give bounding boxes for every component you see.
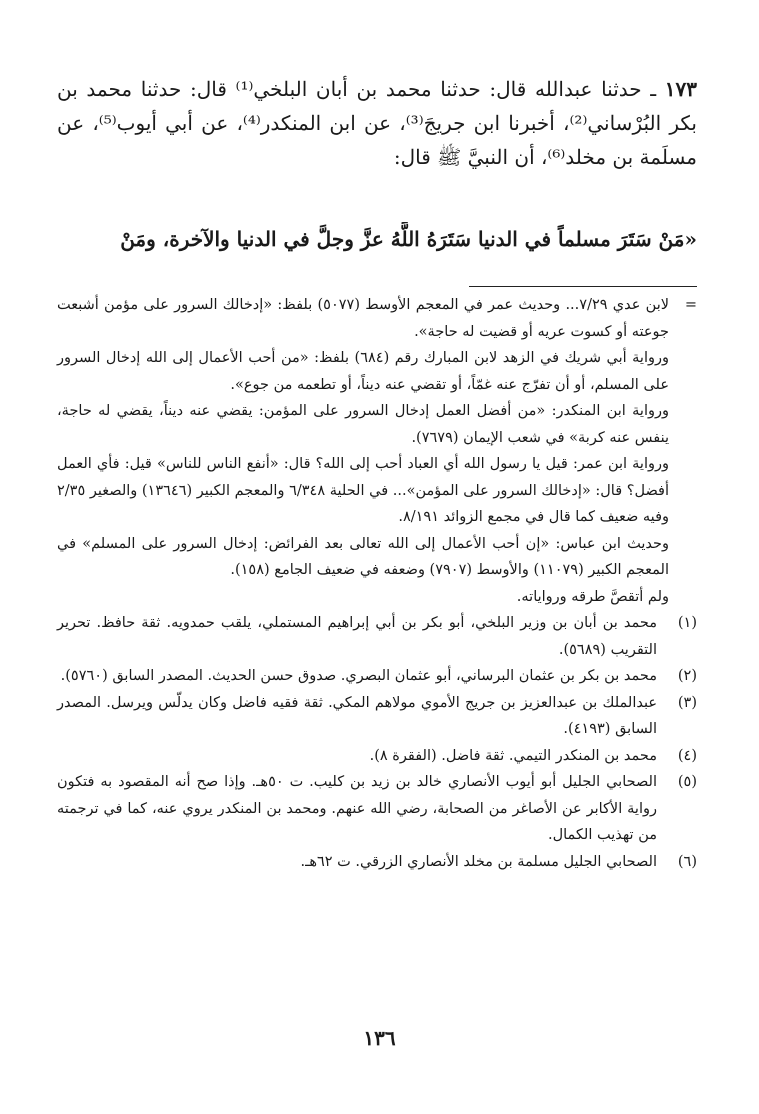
hadith-number: ١٧٣ <box>664 77 697 101</box>
footnote-number: (٣) <box>677 694 697 711</box>
continuation-mark: = <box>684 297 697 313</box>
footnote-6 <box>57 849 697 876</box>
page-number: ١٣٦ <box>363 1026 396 1050</box>
footnote-number: (٦) <box>677 853 697 870</box>
footnote-number: (٤) <box>677 747 697 764</box>
footnote-text: محمد بن المنكدر التيمي. ثقة فاضل. (الفقرة ٨). <box>369 747 657 764</box>
hadith-text: «مَنْ سَتَرَ مسلماً في الدنيا سَتَرَهُ اللَّهُ عزَّ وجلَّ في الدنيا والآخرة، ومَنْ <box>120 227 697 251</box>
isnad-paragraph <box>57 72 697 174</box>
isnad-text: ـ حدثنا عبدالله قال: حدثنا محمد بن أبان البلخي⁽¹⁾ قال: حدثنا محمد بن بكر البُرْساني⁽²⁾، أخبرنا ابن جريجَ⁽³⁾، عن ابن المنكدر⁽⁴⁾، عن أبي أيوب⁽⁵⁾، عن مسلَمة بن مخلد⁽⁶⁾، أن النبيَّ ﷺ قال: <box>57 77 697 169</box>
continuation-note: ولم أتقصَّ طرقه ورواياته. <box>516 588 669 605</box>
footnotes <box>57 292 697 875</box>
footnote-2 <box>57 663 697 690</box>
continuation-note: ورواية أبي شريك في الزهد لابن المبارك رقم (٦٨٤) بلفظ: «من أحب الأعمال إلى الله إدخال السرور على المسلم، أو أن تفرّج عنه غمّاً، أو تقضي عنه ديناً، أو تطعمه من جوع». <box>57 350 670 393</box>
footnote-3 <box>57 690 697 743</box>
continuation-note: ورواية ابن عمر: قيل يا رسول الله أي العباد أحب إلى الله؟ قال: «أنفع الناس للناس» قيل: فأي العمل أفضل؟ قال: «إدخالك السرور على المؤمن»... في الحلية ٦/٣٤٨ والمعجم الكبير (١٣٦٤٦) والصغير ٢/٣٥ وفيه ضعيف كما قال في مجمع الزوائد ٨/١٩١. <box>57 456 669 525</box>
footnote-number: (٢) <box>677 668 697 684</box>
continuation-note: ورواية ابن المنكدر: «من أفضل العمل إدخال السرور على المؤمن: يقضي عنه ديناً، يقضي له حاجة، ينفس عنه كربة» في شعب الإيمان (٧٦٧٩). <box>57 403 669 446</box>
footnote-number: (١) <box>677 615 697 631</box>
footnote-text: الصحابي الجليل أبو أيوب الأنصاري خالد بن زيد بن كليب. ت ٥٠هـ. وإذا صح أنه المقصود به فتكون رواية الأكابر عن الأصاغر من الصحابة، رضي الله عنهم. ومحمد بن المنكدر يروي عنه، كما في ترجمته من تهذيب الكمال. <box>57 774 657 843</box>
footnote-text: محمد بن بكر بن عثمان البرساني، أبو عثمان البصري. صدوق حسن الحديث. المصدر السابق (٥٧٦٠). <box>60 668 657 684</box>
footnote-text: عبدالملك بن عبدالعزيز بن جريج الأموي مولاهم المكي. ثقة فقيه فاضل وكان يدلّس ويرسل. المصدر السابق (٤١٩٣). <box>57 694 657 737</box>
footnote-1 <box>57 610 697 663</box>
continuation-note: وحديث ابن عباس: «إن أحب الأعمال إلى الله تعالى بعد الفرائض: إدخال السرور على المسلم» في المعجم الكبير (١١٠٧٩) والأوسط (٧٩٠٧) وضعفه في ضعيف الجامع (١٥٨). <box>57 535 669 578</box>
footnote-4 <box>57 743 697 770</box>
footnote-5 <box>57 769 697 849</box>
main-text <box>57 72 697 174</box>
footnote-text: الصحابي الجليل مسلمة بن مخلد الأنصاري الزرقي. ت ٦٢هـ. <box>300 853 657 870</box>
footnote-divider <box>469 286 697 287</box>
footnote-text: محمد بن أبان بن وزير البلخي، أبو بكر بن أبي إبراهيم المستملي، يلقب حمدويه. ثقة حافظ. تحرير التقريب (٥٦٨٩). <box>57 615 657 658</box>
footnote-number: (٥) <box>677 774 697 790</box>
continuation-note: = لابن عدي ٧/٢٩... وحديث عمر في المعجم الأوسط (٥٠٧٧) بلفظ: «إدخالك السرور على مؤمن أشبعت جوعته أو كسوت عريه أو قضيت له حاجة». <box>57 292 697 345</box>
